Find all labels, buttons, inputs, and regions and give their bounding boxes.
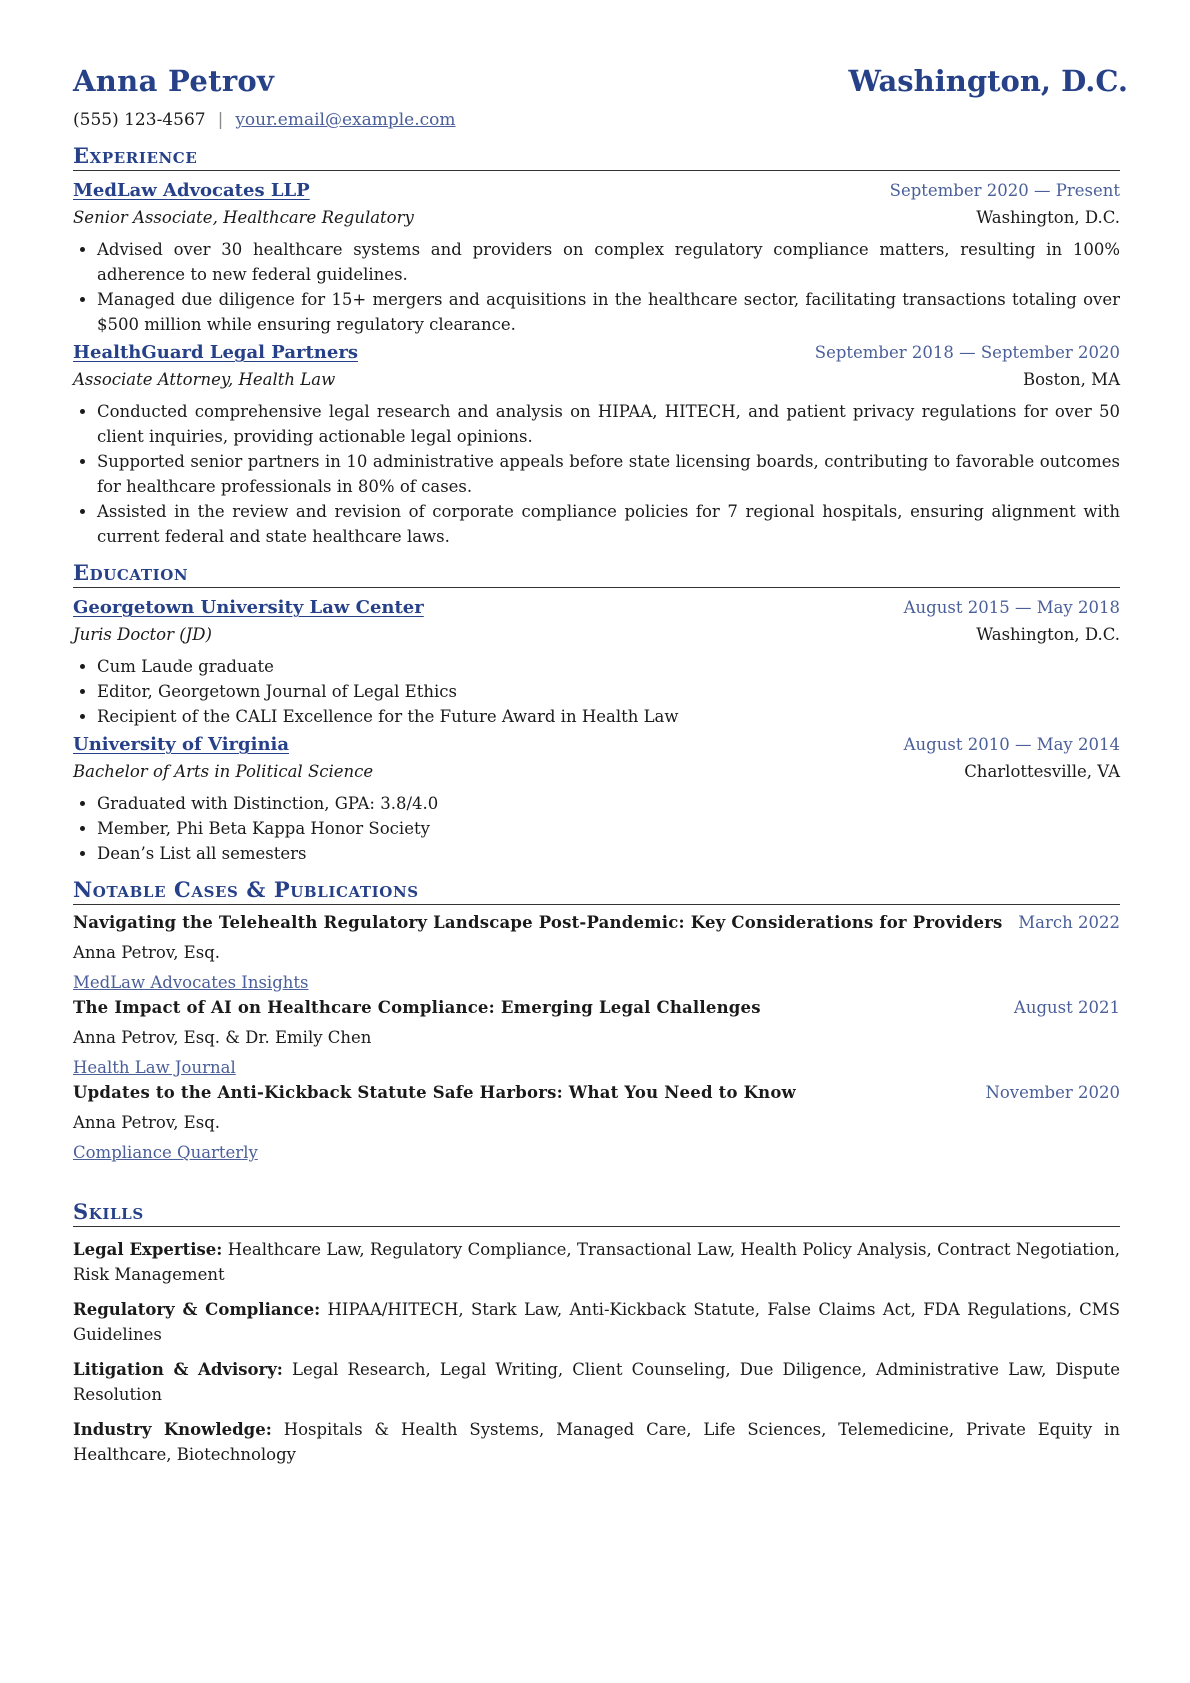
resume-page [73, 0, 1128, 1464]
candidate-name: Anna Petrov [73, 64, 275, 98]
school-link[interactable]: University of Virginia [73, 734, 290, 755]
publication-authors: Anna Petrov, Esq. [73, 943, 221, 962]
bullet-list [73, 237, 1120, 337]
section-title-publications: Notable Cases & Publications [73, 877, 1120, 905]
skills-section [73, 1199, 1120, 1467]
experience-entry [73, 339, 1120, 549]
resume-header [73, 0, 1128, 130]
header-location: Washington, D.C. [848, 64, 1128, 98]
degree: Bachelor of Arts in Political Science [73, 762, 374, 781]
bullet-item: • Editor, Georgetown Journal of Legal Ethics [97, 679, 1120, 704]
publication-date: March 2022 [1018, 913, 1120, 932]
skill-label: Legal Expertise: [73, 1240, 223, 1259]
org-link[interactable]: MedLaw Advocates LLP [73, 180, 310, 201]
degree: Juris Doctor (JD) [73, 625, 212, 644]
skill-label: Industry Knowledge: [73, 1420, 272, 1439]
section-title-experience: Experience [73, 143, 1120, 171]
publication-entry [73, 995, 1120, 1080]
publication-source-link[interactable]: Compliance Quarterly [73, 1143, 258, 1162]
bullet-list [73, 399, 1120, 549]
bullet-item: • Conducted comprehensive legal research and analysis on HIPAA, HITECH, and patient privacy regulations for over 50 client inquiries, providing actionable legal opinions. [97, 399, 1120, 449]
publication-date: August 2021 [1013, 998, 1120, 1017]
bullet-item: • Advised over 30 healthcare systems and providers on complex regulatory compliance matters, resulting in 100% adherence to new federal guidelines. [97, 237, 1120, 287]
skill-row [73, 1417, 1120, 1467]
entry-dates: August 2015 — May 2018 [903, 598, 1120, 617]
contact-line [73, 110, 456, 130]
skill-row [73, 1357, 1120, 1407]
email-link[interactable]: your.email@example.com [235, 110, 456, 130]
skill-values: Hospitals & Health Systems, Managed Care, Life Sciences, Telemedicine, Private Equity in Healthcare, Biotechnology [73, 1420, 1120, 1464]
publication-source-link[interactable]: MedLaw Advocates Insights [73, 973, 309, 992]
publication-date: November 2020 [985, 1083, 1120, 1102]
skill-row [73, 1297, 1120, 1347]
bullet-item: • Managed due diligence for 15+ mergers and acquisitions in the healthcare sector, facilitating transactions totaling over $500 million while ensuring regulatory clearance. [97, 287, 1120, 337]
entry-location: Washington, D.C. [976, 625, 1120, 644]
skill-label: Regulatory & Compliance: [73, 1300, 321, 1319]
phone-number: (555) 123-4567 [73, 110, 206, 130]
publication-authors: Anna Petrov, Esq. [73, 1113, 221, 1132]
bullet-item: • Dean’s List all semesters [97, 841, 1120, 866]
skill-values: Legal Research, Legal Writing, Client Counseling, Due Diligence, Administrative Law, Dispute Resolution [73, 1360, 1121, 1404]
education-entry [73, 594, 1120, 729]
publication-authors: Anna Petrov, Esq. & Dr. Emily Chen [73, 1028, 372, 1047]
skill-label: Litigation & Advisory: [73, 1360, 283, 1379]
publications-section [73, 877, 1120, 1165]
publication-title: Navigating the Telehealth Regulatory Landscape Post-Pandemic: Key Considerations for Providers [73, 913, 1003, 932]
skill-values: HIPAA/HITECH, Stark Law, Anti-Kickback Statute, False Claims Act, FDA Regulations, CMS Guidelines [73, 1300, 1120, 1344]
section-title-skills: Skills [73, 1199, 1120, 1227]
school-link[interactable]: Georgetown University Law Center [73, 597, 424, 618]
bullet-item: • Graduated with Distinction, GPA: 3.8/4.0 [97, 791, 1120, 816]
entry-location: Charlottesville, VA [964, 762, 1120, 781]
entry-role: Senior Associate, Healthcare Regulatory [73, 208, 414, 227]
bullet-item: • Cum Laude graduate [97, 654, 1120, 679]
entry-role: Associate Attorney, Health Law [73, 370, 336, 389]
entry-location: Washington, D.C. [976, 208, 1120, 227]
entry-dates: September 2020 — Present [889, 181, 1120, 200]
bullet-item: • Member, Phi Beta Kappa Honor Society [97, 816, 1120, 841]
entry-dates: September 2018 — September 2020 [814, 343, 1120, 362]
bullet-list [73, 654, 1120, 729]
skill-values: Healthcare Law, Regulatory Compliance, Transactional Law, Health Policy Analysis, Contract Negotiation, Risk Management [73, 1240, 1121, 1284]
experience-entry [73, 177, 1120, 337]
bullet-item: • Recipient of the CALI Excellence for the Future Award in Health Law [97, 704, 1120, 729]
experience-section [73, 143, 1120, 549]
education-entry [73, 731, 1120, 866]
publication-entry [73, 1080, 1120, 1165]
contact-separator: | [217, 110, 224, 130]
org-link[interactable]: HealthGuard Legal Partners [73, 342, 358, 363]
bullet-list [73, 791, 1120, 866]
bullet-item: • Assisted in the review and revision of corporate compliance policies for 7 regional hospitals, ensuring alignment with current federal and state healthcare laws. [97, 499, 1120, 549]
publication-title: Updates to the Anti-Kickback Statute Safe Harbors: What You Need to Know [73, 1083, 796, 1102]
education-section [73, 560, 1120, 866]
publication-title: The Impact of AI on Healthcare Compliance: Emerging Legal Challenges [73, 998, 761, 1017]
section-title-education: Education [73, 560, 1120, 588]
publication-source-link[interactable]: Health Law Journal [73, 1058, 236, 1077]
entry-location: Boston, MA [1022, 370, 1120, 389]
bullet-item: • Supported senior partners in 10 administrative appeals before state licensing boards, contributing to favorable outcomes for healthcare professionals in 80% of cases. [97, 449, 1120, 499]
entry-dates: August 2010 — May 2014 [903, 735, 1120, 754]
publication-entry [73, 910, 1120, 995]
skill-row [73, 1237, 1120, 1287]
